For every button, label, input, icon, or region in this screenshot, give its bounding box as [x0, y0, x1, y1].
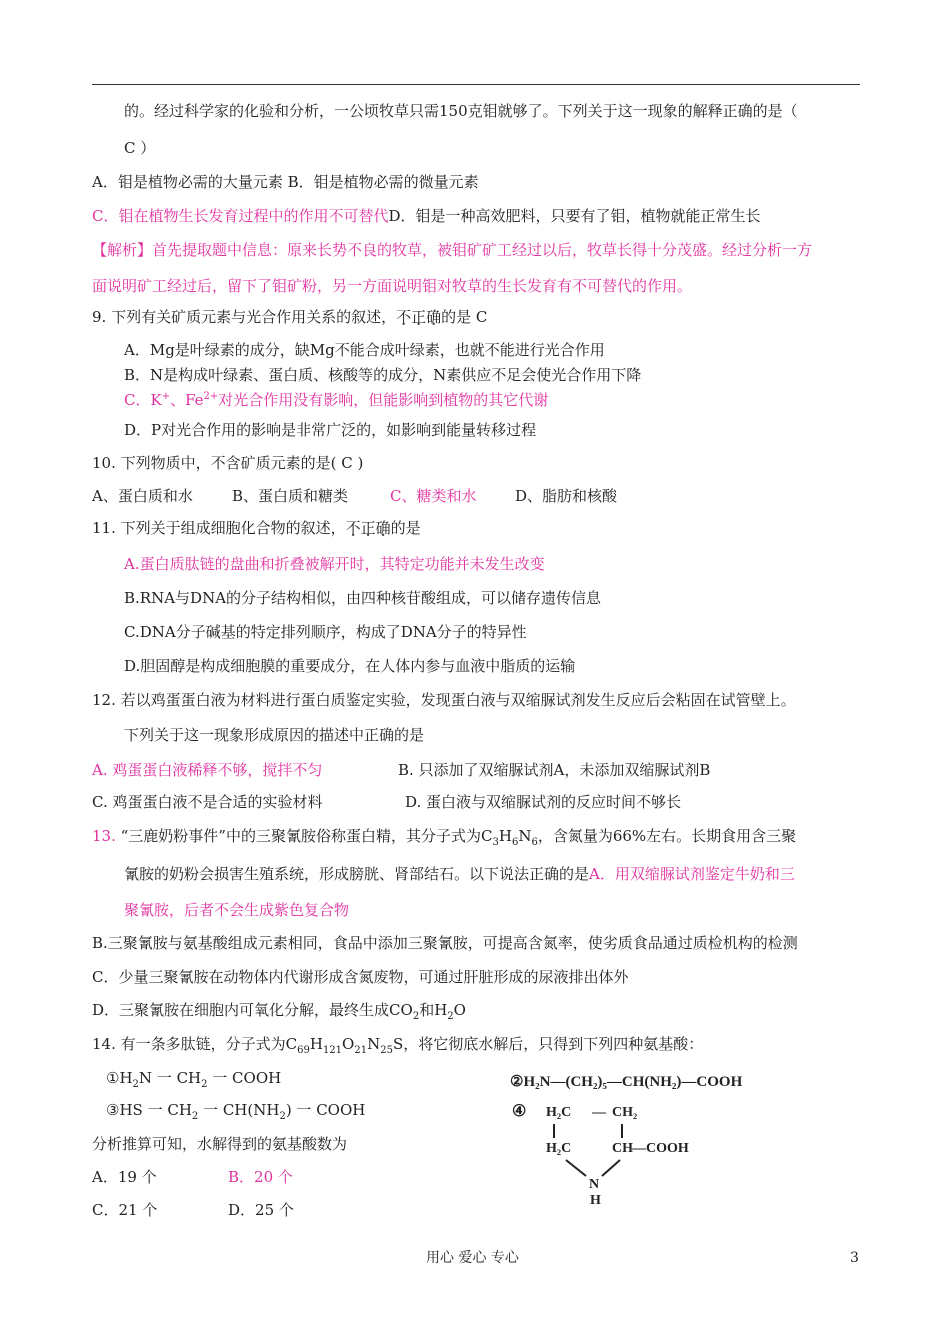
q9-stem-text: 9. 下列有关矿质元素与光合作用关系的叙述，: [92, 308, 397, 326]
q11-stem-text: 的是: [390, 519, 421, 537]
q9-c-text: C．K: [124, 391, 162, 409]
aa4-cooh: —COOH: [632, 1141, 689, 1156]
aa1-text: N 一 CH: [138, 1069, 202, 1087]
q11-option-b: B.RNA与DNA的分子结构相似，由四种核苷酸组成，可以储存遗传信息: [124, 589, 602, 607]
amino-acid-structures-diagram: [510, 1072, 790, 1212]
q9-option-c: [124, 390, 548, 410]
q13-d-text: O: [453, 1001, 466, 1019]
q11-option-a: A.蛋白质肽链的盘曲和折叠被解开时，其特定功能并未发生改变: [124, 555, 545, 573]
q12-option-d: D. 蛋白液与双缩脲试剂的反应时间不够长: [405, 793, 682, 811]
q9-c-charge: +: [161, 391, 171, 402]
q12-stem-line1: 12. 若以鸡蛋蛋白液为材料进行蛋白质鉴定实验，发现蛋白液与双缩脲试剂发生反应后会粘固在试管壁上。: [92, 691, 796, 709]
q11-stem: [92, 518, 421, 538]
q14-subscript: 25: [380, 1045, 393, 1056]
q9-option-a: A．Mg是叶绿素的成分，缺Mg不能合成叶绿素，也就不能进行光合作用: [124, 341, 605, 359]
q13-subscript: 2: [412, 1011, 420, 1022]
q14-option-d: D．25 个: [228, 1201, 294, 1219]
q10-option-c: C、糖类和水: [390, 487, 477, 505]
q9-c-text: 、Fe: [170, 391, 204, 409]
aa3-text: ③HS 一 CH: [106, 1101, 192, 1119]
aa3-subscript: 2: [279, 1111, 286, 1122]
q14-calc: 分析推算可知，水解得到的氨基酸数为: [92, 1135, 348, 1153]
q14-stem-text: 14. 有一条多肽链，分子式为C: [92, 1035, 298, 1053]
q13-option-a: A．用双缩脲试剂鉴定牛奶和三: [589, 865, 795, 883]
q13-subscript: 6: [511, 837, 519, 848]
aa4-ch: CH: [612, 1141, 633, 1156]
q8-option-d: D．钼是一种高效肥料，只要有了钼，植物就能正常生长: [388, 207, 761, 225]
aa1-subscript: 2: [201, 1079, 208, 1090]
q11-emphasis-char: 确: [375, 519, 391, 537]
q13-stem-text: ，含氮量为66%左右。长期食用含三聚: [537, 827, 797, 845]
q14-element: N: [367, 1035, 381, 1053]
q13-option-d: [92, 1000, 466, 1020]
q13-subscript: 6: [531, 837, 538, 848]
q10-stem: 10. 下列物质中，不含矿质元素的是( C ): [92, 454, 364, 472]
q13-d-text: 和H: [419, 1001, 448, 1019]
aa4-h2c-top: H₂C: [546, 1105, 572, 1120]
ring-bond-lower-right: [602, 1160, 620, 1176]
q14-stem: [92, 1034, 703, 1054]
q11-option-c: C.DNA分子碱基的特定排列顺序，构成了DNA分子的特异性: [124, 623, 527, 641]
q13-subscript: 3: [492, 837, 499, 848]
q14-stem-text: S，将它彻底水解后，只得到下列四种氨基酸：: [392, 1035, 704, 1053]
q10-option-a: A、蛋白质和水: [92, 487, 193, 505]
q9-stem-answer: 的是 C: [441, 308, 488, 326]
q8-option-c: C．钼在植物生长发育过程中的作用不可替代: [92, 207, 389, 225]
q13-element: N: [518, 827, 532, 845]
aa1-text: ①H: [106, 1069, 133, 1087]
header-rule: [92, 84, 860, 85]
q8-analysis-line2: 面说明矿工经过后，留下了钼矿粉，另一方面说明钼对牧草的生长发育有不可替代的作用。: [92, 277, 693, 295]
q13-stem-line2: [124, 864, 795, 884]
q8-option-a-b: A．钼是植物必需的大量元素 B．钼是植物必需的微量元素: [92, 173, 479, 191]
q12-option-a: A. 鸡蛋蛋白液稀释不够，搅拌不匀: [92, 761, 323, 779]
q9-emphasis-char: 不: [396, 308, 412, 326]
q14-amino-acid-3: [106, 1100, 365, 1120]
q13-stem-text: 氰胺的奶粉会损害生殖系统，形成膀胱、肾部结石。以下说法正确的是: [124, 865, 590, 883]
q10-option-b: B、蛋白质和糖类: [232, 487, 349, 505]
q13-number: 13.: [92, 827, 116, 845]
q9-c-text: 对光合作用没有影响，但能影响到植物的其它代谢: [218, 391, 549, 409]
ring-bond-lower-left: [566, 1160, 586, 1176]
aa4-ch2: CH₂: [612, 1105, 638, 1120]
footer-motto: 用心 爱心 专心: [426, 1250, 519, 1266]
q14-subscript: 121: [322, 1045, 343, 1056]
q13-stem-line1: [92, 826, 796, 846]
q11-option-d: D.胆固醇是构成细胞膜的重要成分，在人体内参与血液中脂质的运输: [124, 657, 576, 675]
page-number: 3: [850, 1250, 859, 1266]
q12-stem-line2: 下列关于这一现象形成原因的描述中正确的是: [124, 726, 425, 744]
q14-element: O: [342, 1035, 355, 1053]
q14-option-b: B．20 个: [228, 1168, 293, 1186]
aa1-text: 一 COOH: [207, 1069, 282, 1087]
q9-c-charge: 2+: [203, 391, 219, 402]
q14-element: H: [309, 1035, 323, 1053]
q8-stem-line1: 的。经过科学家的化验和分析，一公顷牧草只需150克钼就够了。下列关于这一现象的解释正确的是（: [124, 102, 798, 120]
aa3-text: ) 一 COOH: [285, 1101, 366, 1119]
q14-option-a: A．19 个: [92, 1168, 157, 1186]
q13-element: H: [498, 827, 512, 845]
q11-stem-text: 11. 下列关于组成细胞化合物的叙述，: [92, 519, 346, 537]
q13-d-text: D．三聚氰胺在细胞内可氧化分解，最终生成CO: [92, 1001, 413, 1019]
aa4-n: N: [589, 1177, 600, 1192]
q9-emphasis-char: 确: [426, 308, 442, 326]
q14-subscript: 21: [354, 1045, 368, 1056]
q10-option-d: D、脂肪和核酸: [515, 487, 618, 505]
q8-stem-line2: C ）: [124, 139, 156, 157]
q9-emphasis-char: 正: [411, 308, 427, 326]
aa4-h: H: [590, 1193, 601, 1208]
q9-option-b: B．N是构成叶绿素、蛋白质、核酸等的成分，N素供应不足会使光合作用下降: [124, 366, 642, 384]
q13-stem-text: “三鹿奶粉事件”中的三聚氰胺俗称蛋白精，其分子式为C: [120, 827, 493, 845]
q14-subscript: 69: [297, 1045, 310, 1056]
aa4-h2c-left: H₂C: [546, 1141, 572, 1156]
q13-subscript: 2: [447, 1011, 454, 1022]
q9-option-d: D．P对光合作用的影响是非常广泛的，如影响到能量转移过程: [124, 421, 537, 439]
q9-stem: [92, 307, 487, 327]
q8-option-c-d: [92, 206, 761, 226]
aa4-dash: —: [592, 1105, 606, 1120]
q12-option-b: B. 只添加了双缩脲试剂A，未添加双缩脲试剂B: [398, 761, 711, 779]
aa3-subscript: 2: [191, 1111, 199, 1122]
q11-emphasis-char: 正: [360, 519, 376, 537]
q14-amino-acid-1: [106, 1068, 281, 1088]
q13-option-a-cont: 聚氰胺，后者不会生成紫色复合物: [124, 901, 350, 919]
q13-option-c: C．少量三聚氰胺在动物体内代谢形成含氮废物，可通过肝脏形成的尿液排出体外: [92, 968, 629, 986]
q14-option-c: C．21 个: [92, 1201, 158, 1219]
aa4-number: ④: [512, 1103, 527, 1120]
q12-option-c: C. 鸡蛋蛋白液不是合适的实验材料: [92, 793, 323, 811]
q13-option-b: B.三聚氰胺与氨基酸组成元素相同，食品中添加三聚氰胺，可提高含氮率，使劣质食品通过质检机构的检测: [92, 934, 798, 952]
aa3-text: 一 CH(NH: [198, 1101, 280, 1119]
q11-emphasis-char: 不: [345, 519, 361, 537]
q8-analysis-line1: 【解析】首先提取题中信息：原来长势不良的牧草，被钼矿矿工经过以后，牧草长得十分茂盛。经过分析一方: [92, 241, 813, 259]
aa2-formula: ②H₂N—(CH₂)₅—CH(NH₂)—COOH: [510, 1074, 743, 1090]
aa1-subscript: 2: [132, 1079, 139, 1090]
